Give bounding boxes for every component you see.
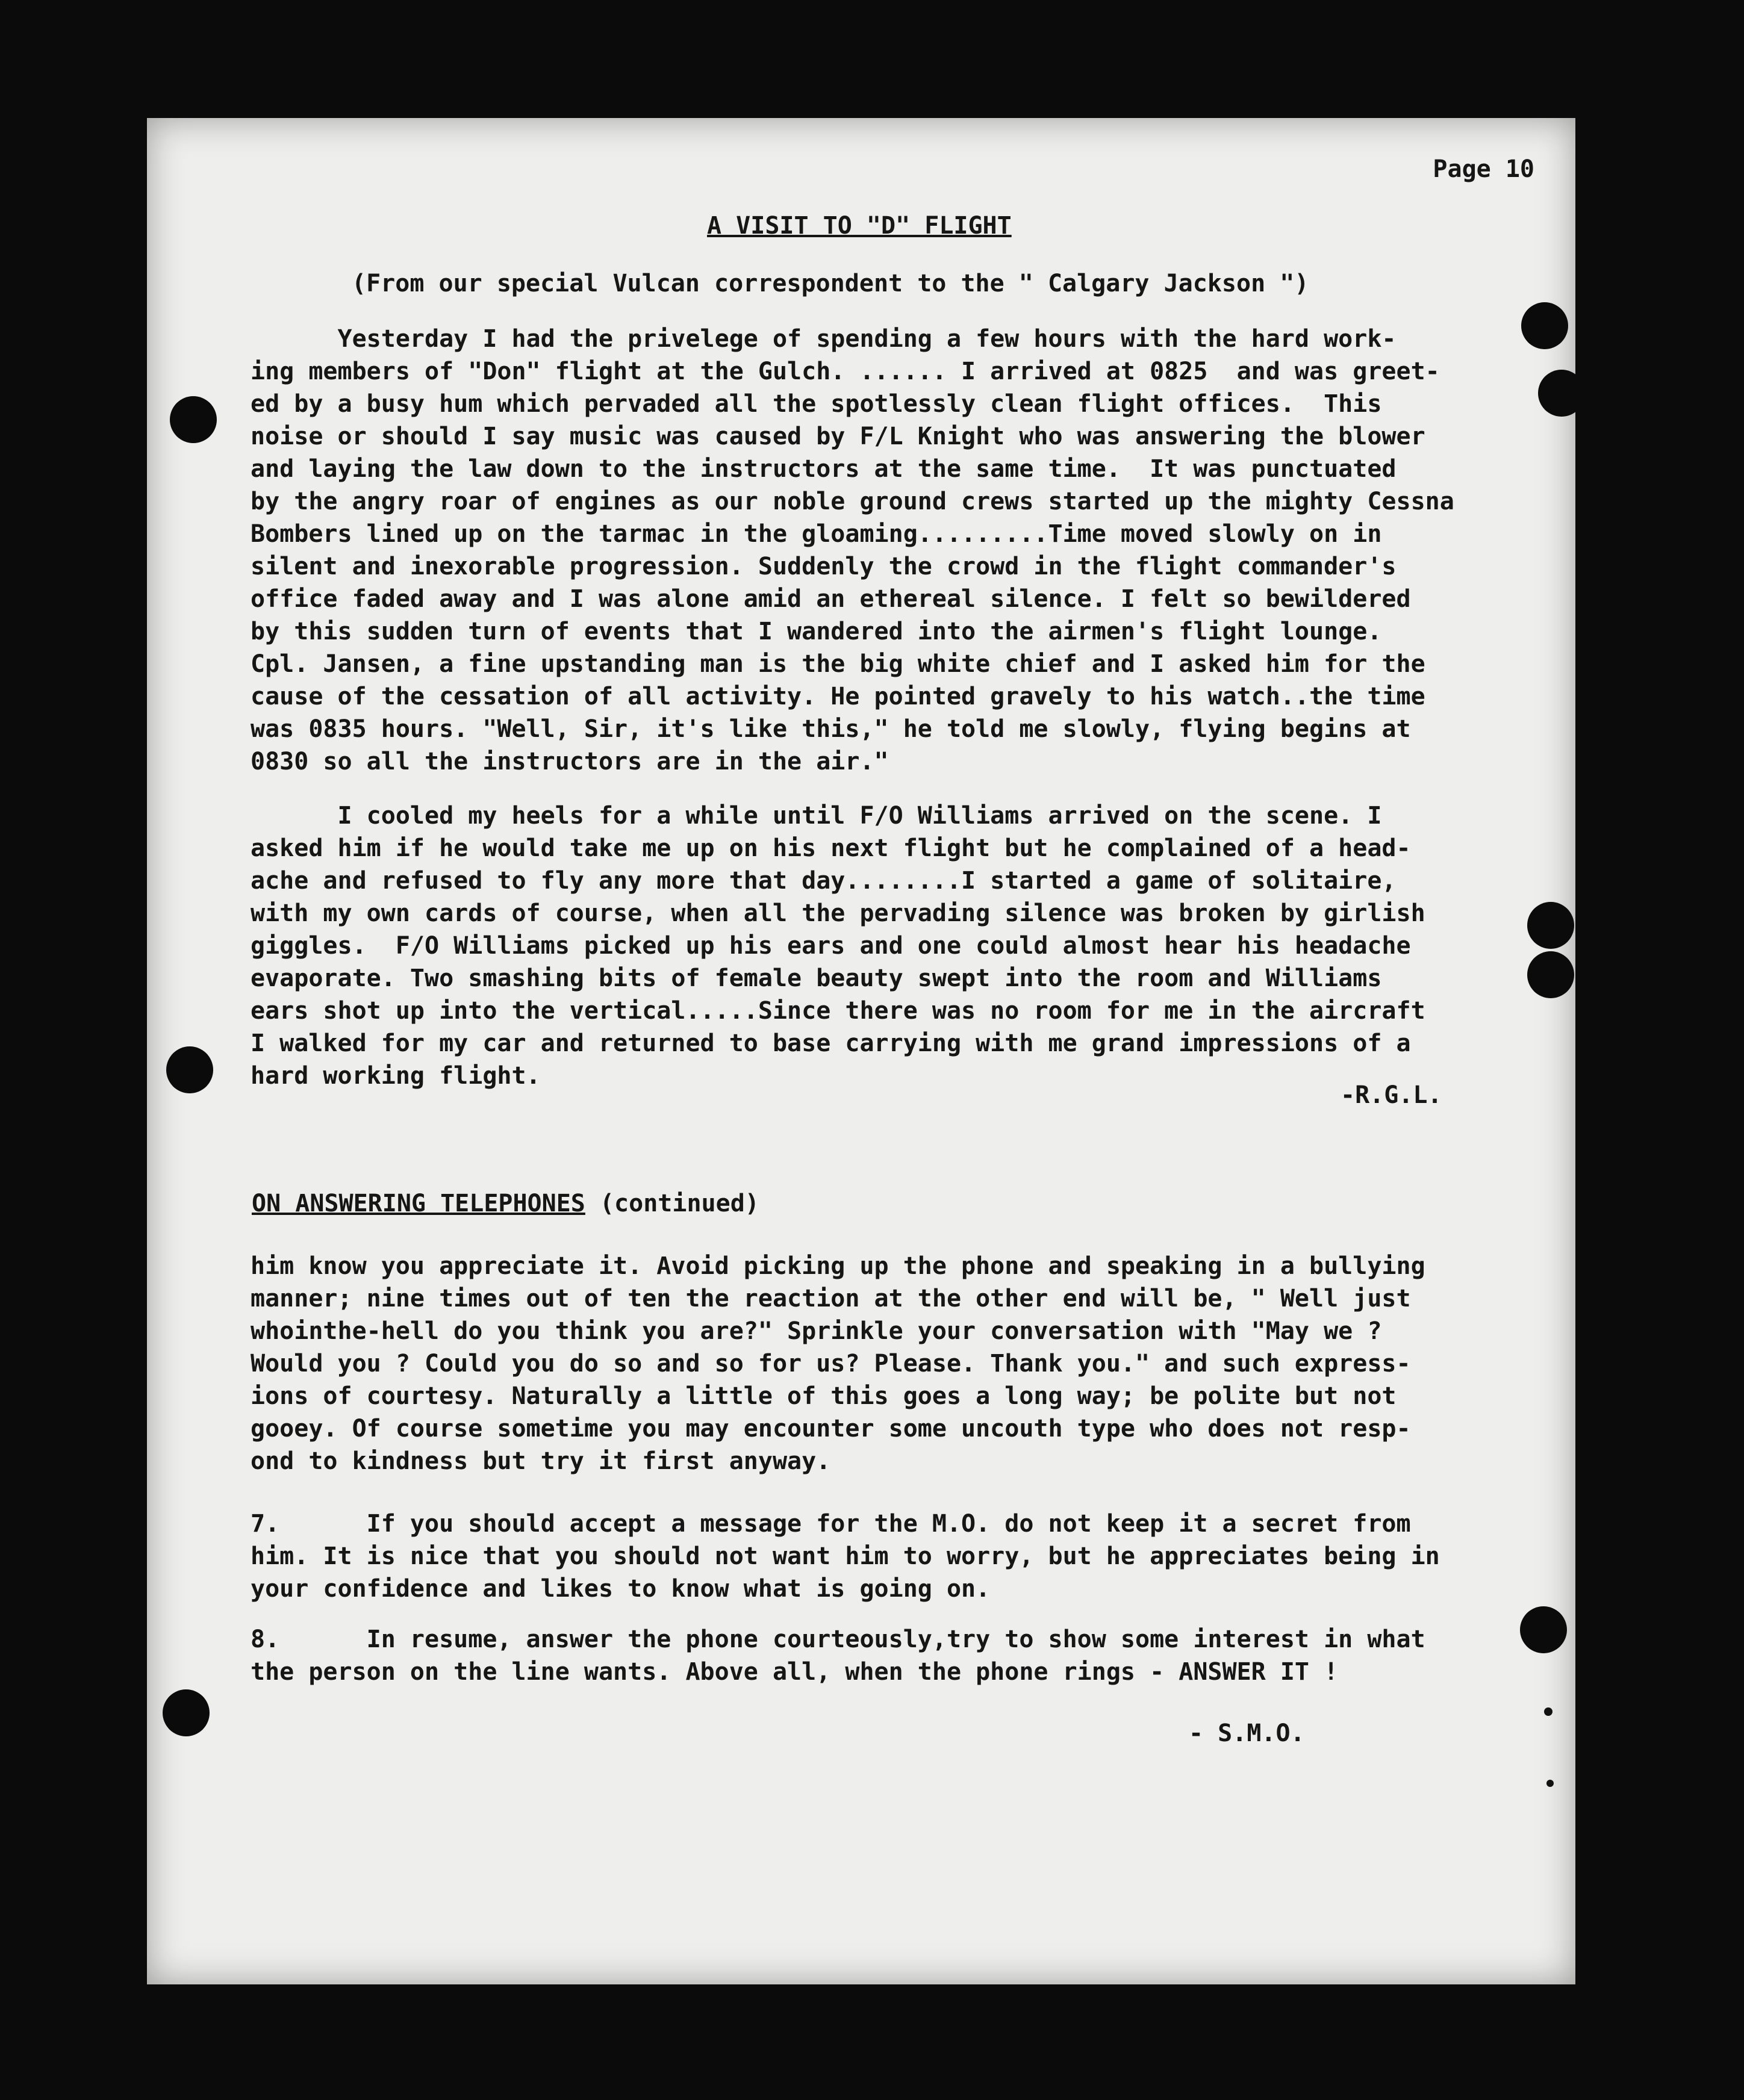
punch-hole	[170, 396, 217, 443]
telephone-item-7: 7. If you should accept a message for the M.O. do not keep it a secret from him. It is nice that you should not want him to worry, but he appreciates being in your confidence and likes to know what is going on.	[251, 1510, 1440, 1603]
article-subtitle: (From our special Vulcan correspondent to the " Calgary Jackson ")	[352, 270, 1309, 297]
punch-hole	[1521, 302, 1568, 349]
punch-hole	[1520, 1606, 1567, 1653]
ink-speck	[1544, 1707, 1552, 1716]
section-heading-title: ON ANSWERING TELEPHONES	[252, 1190, 585, 1217]
punch-hole	[1527, 951, 1574, 998]
article-paragraph-1: Yesterday I had the privelege of spending a few hours with the hard work- ing members of "Don" flight at the Gulch. ...... I arrived at 0825 and was greet- ed by a busy hum which pervaded all the spotlessly clean flight offices. This noise or should I say music was caused by F/L Knight who was answering the blower and laying the law down to the instructors at the same time. It was punctuated by the angry roar of engines as our noble ground crews started up the mighty Cessna Bombers lined up on the tarmac in the gloaming.........Time moved slowly on in silent and inexorable progression. Suddenly the crowd in the flight commander's office faded away and I was alone amid an ethereal silence. I felt so bewildered by this sudden turn of events that I wandered into the airmen's flight lounge. Cpl. Jansen, a fine upstanding man is the big white chief and I asked him for the cause of the cessation of all activity. He pointed gravely to his watch..the time was 0835 hours. "Well, Sir, it's like this," he told me slowly, flying begins at 0830 so all the instructors are in the air."	[251, 325, 1454, 775]
section-heading	[252, 1190, 759, 1217]
article-signature: -R.G.L.	[1341, 1081, 1442, 1109]
punch-hole	[1538, 370, 1585, 417]
punch-hole	[163, 1689, 210, 1736]
telephone-paragraph: him know you appreciate it. Avoid picking up the phone and speaking in a bullying manner; nine times out of ten the reaction at the other end will be, " Well just whointhe-hell do you think you are?" Sprinkle your conversation with "May we ? Would you ? Could you do so and so for us? Please. Thank you." and such express- ions of courtesy. Naturally a little of this goes a long way; be polite but not gooey. Of course sometime you may encounter some uncouth type who does not resp- ond to kindness but try it first anyway.	[251, 1252, 1425, 1475]
telephone-signature: - S.M.O.	[1189, 1719, 1305, 1747]
ink-speck	[1546, 1780, 1554, 1787]
section-heading-suffix: (continued)	[585, 1190, 759, 1217]
article-paragraph-2: I cooled my heels for a while until F/O Williams arrived on the scene. I asked him if he would take me up on his next flight but he complained of a head- ache and refused to fly any more that day........I started a game of solitaire, with my own cards of course, when all the pervading silence was broken by girlish giggles. F/O Williams picked up his ears and one could almost hear his headache evaporate. Two smashing bits of female beauty swept into the room and Williams ears shot up into the vertical.....Since there was no room for me in the aircraft I walked for my car and returned to base carrying with me grand impressions of a hard working flight.	[251, 802, 1425, 1090]
article-title: A VISIT TO "D" FLIGHT	[707, 212, 1012, 240]
punch-hole	[1527, 902, 1574, 949]
document-page	[147, 118, 1575, 1984]
page-number: Page 10	[1433, 155, 1534, 183]
telephone-item-8: 8. In resume, answer the phone courteously,try to show some interest in what the person on the line wants. Above all, when the phone rings - ANSWER IT !	[251, 1626, 1425, 1686]
punch-hole	[166, 1046, 213, 1093]
